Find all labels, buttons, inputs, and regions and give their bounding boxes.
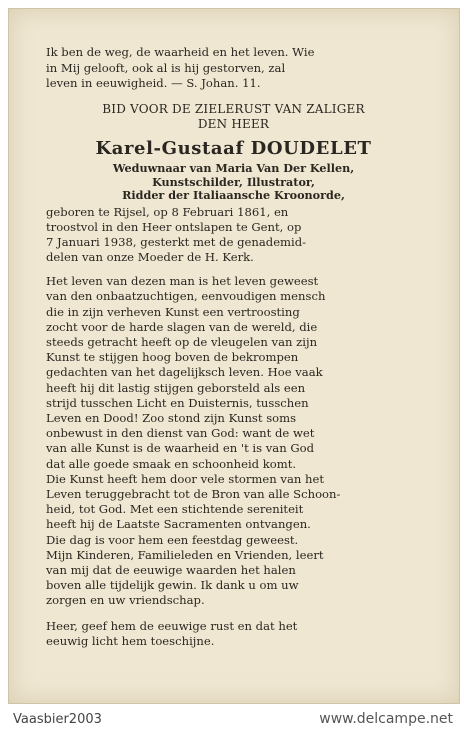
title-line: Weduwnaar van Maria Van Der Kellen, xyxy=(112,160,355,175)
bible-verse xyxy=(46,45,421,92)
eulogy-line: Die dag is voor hem een feestdag geweest. xyxy=(46,532,299,547)
eulogy-line: heid, tot God. Met een stichtende sereniteit xyxy=(46,502,304,517)
bio-line: 7 Januari 1938, gesterkt met de genademid- xyxy=(46,235,307,250)
deceased-titles xyxy=(46,162,421,203)
eulogy-line: boven alle tijdelijk gewin. Ik dank u om uw xyxy=(46,578,299,593)
prayer-line: eeuwig licht hem toeschijne. xyxy=(46,633,215,648)
prayer-request-line: DEN HEER xyxy=(197,116,270,131)
bio-line: delen van onze Moeder de H. Kerk. xyxy=(46,250,254,265)
eulogy-line: zorgen en uw vriendschap. xyxy=(46,593,205,608)
eulogy-line: Leven teruggebracht tot de Bron van alle Schoon- xyxy=(46,487,341,502)
eulogy-line: onbewust in den dienst van God: want de wet xyxy=(46,426,315,441)
eulogy-line: strijd tusschen Licht en Duisternis, tusschen xyxy=(46,395,309,410)
prayer-request xyxy=(46,102,421,132)
watermark-bar xyxy=(0,710,471,730)
eulogy-line: gedachten van het dagelijksch leven. Hoe vaak xyxy=(46,365,323,380)
eulogy-line: Die Kunst heeft hem door vele stormen van het xyxy=(46,471,325,486)
eulogy-line: heeft hij dit lastig stijgen geborsteld als een xyxy=(46,380,306,395)
bio-line: geboren te Rijsel, op 8 Februari 1861, en xyxy=(46,205,289,220)
eulogy-line: steeds getracht heeft op de vleugelen van zijn xyxy=(46,334,318,349)
birth-death-details xyxy=(46,205,421,265)
eulogy-line: Kunst te stijgen hoog boven de bekrompen xyxy=(46,350,299,365)
eulogy-line: heeft hij de Laatste Sacramenten ontvangen. xyxy=(46,517,311,532)
verse-line: leven in eeuwigheid. — S. Johan. 11. xyxy=(46,76,261,91)
card-text xyxy=(46,45,421,649)
title-line: Ridder der Italiaansche Kroonorde, xyxy=(122,188,345,203)
prayer-request-line: BID VOOR DE ZIELERUST VAN ZALIGER xyxy=(102,101,365,116)
bio-line: troostvol in den Heer ontslapen te Gent, op xyxy=(46,220,302,235)
eulogy-line: Leven en Dood! Zoo stond zijn Kunst soms xyxy=(46,411,297,425)
eulogy-line: van den onbaatzuchtigen, eenvoudigen mensch xyxy=(46,289,326,304)
eulogy-line: van mij dat de eeuwige waarden het halen xyxy=(46,563,296,578)
eulogy-line: die in zijn verheven Kunst een vertroosting xyxy=(46,304,300,319)
title-line: Kunstschilder, Illustrator, xyxy=(152,174,315,189)
deceased-name: Karel-Gustaaf DOUDELET xyxy=(95,137,372,159)
eulogy-line: Het leven van dezen man is het leven geweest xyxy=(46,274,319,289)
prayer-line: Heer, geef hem de eeuwige rust en dat het xyxy=(46,618,298,633)
seller-name: Vaasbier2003 xyxy=(13,712,102,727)
eulogy-text xyxy=(46,274,421,608)
verse-line: Ik ben de weg, de waarheid en het leven. Wie xyxy=(46,45,315,59)
eulogy-line: van alle Kunst is de waarheid en 't is van God xyxy=(46,441,315,456)
eulogy-line: dat alle goede smaak en schoonheid komt. xyxy=(46,456,297,471)
eulogy-line: Mijn Kinderen, Familieleden en Vrienden, leert xyxy=(46,547,324,562)
closing-prayer xyxy=(46,619,421,649)
eulogy-line: zocht voor de harde slagen van de wereld, die xyxy=(46,319,318,334)
site-watermark[interactable]: www.delcampe.net xyxy=(319,711,453,727)
verse-line: in Mij gelooft, ook al is hij gestorven, zal xyxy=(46,60,286,75)
